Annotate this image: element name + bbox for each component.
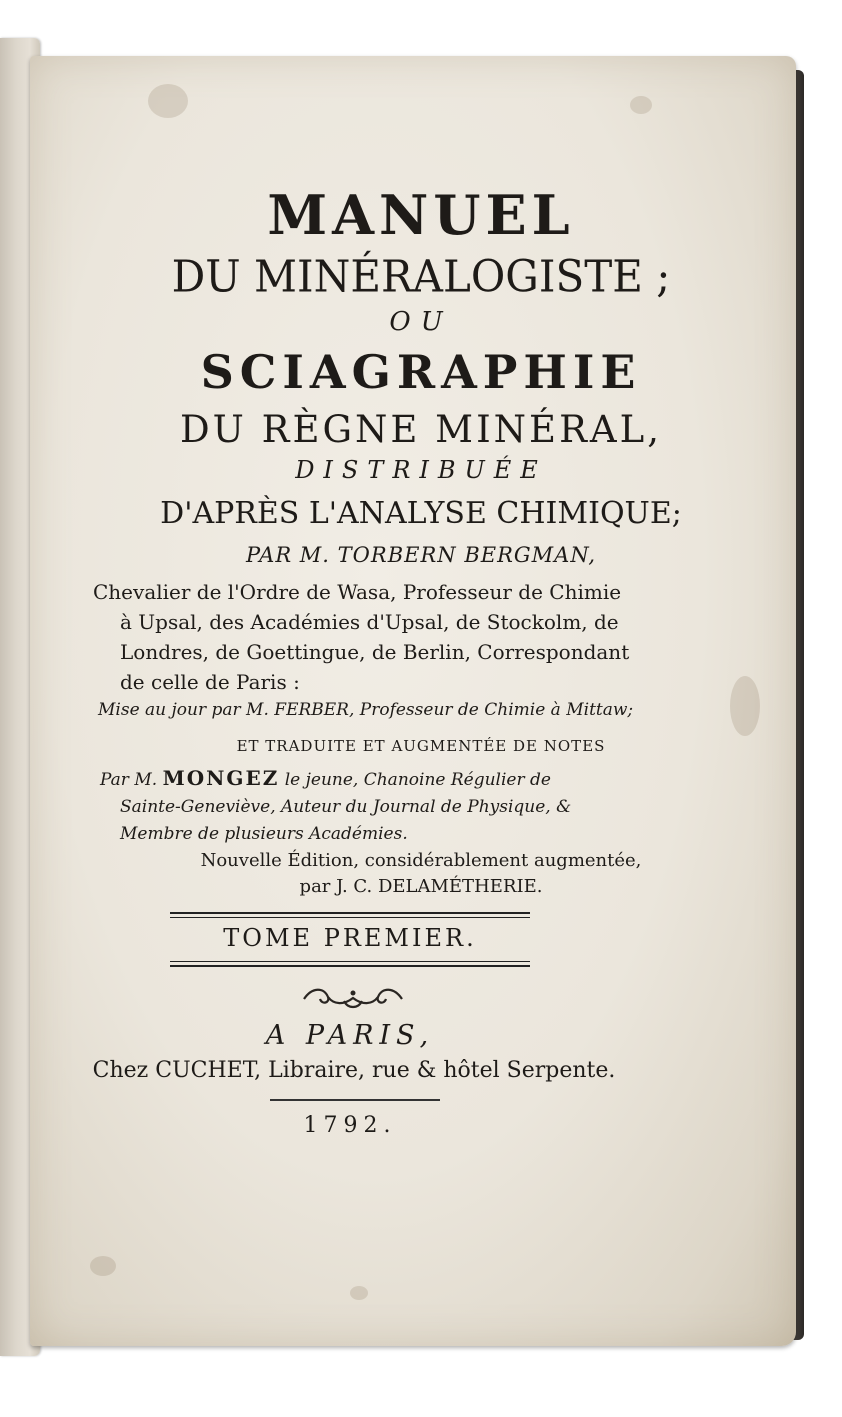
translator-line: Sainte-Geneviève, Auteur du Journal de Physique, & (120, 797, 572, 817)
editor-line: Mise au jour par M. FERBER, Professeur de Chimie à Mittaw; (98, 700, 634, 720)
credentials-line: de celle de Paris : (120, 670, 300, 694)
translator-line (100, 765, 571, 794)
edition-block (0, 848, 842, 900)
edition-line: Nouvelle Édition, considérablement augmentée, (200, 850, 642, 871)
alternate-title-line2: DU RÈGNE MINÉRAL, (180, 408, 662, 451)
rule-divider (170, 912, 530, 914)
rule-divider (270, 1099, 440, 1101)
scroll-ornament-icon (300, 985, 406, 1011)
foxing-spot (148, 84, 188, 118)
publisher-line: Chez CUCHET, Libraire, rue & hôtel Serpente. (92, 1058, 616, 1083)
credentials-line: à Upsal, des Académies d'Upsal, de Stockolm, de (120, 610, 619, 634)
credentials-line: Londres, de Goettingue, de Berlin, Correspondant (120, 640, 630, 664)
foxing-spot (350, 1286, 368, 1300)
translation-line: ET TRADUITE ET AUGMENTÉE DE NOTES (236, 737, 606, 755)
rule-divider (170, 917, 530, 918)
author-line: PAR M. TORBERN BERGMAN, (245, 543, 597, 567)
edition-line: par J. C. DELAMÉTHERIE. (299, 876, 543, 897)
analysis-text: D'APRÈS L'ANALYSE CHIMIQUE; (160, 496, 682, 531)
author-credentials (93, 577, 629, 697)
translator-name: MONGEZ (162, 766, 280, 790)
translator-line: Membre de plusieurs Académies. (120, 824, 408, 844)
conjunction-text: OU (389, 307, 453, 337)
volume-label: TOME PREMIER. (223, 924, 477, 952)
alternate-title: SCIAGRAPHIE (200, 345, 642, 399)
translator-suffix: le jeune, Chanoine Régulier de (279, 770, 551, 790)
distributed-text: DISTRIBUÉE (295, 456, 547, 484)
foxing-spot (630, 96, 652, 114)
publication-year: 1792. (303, 1113, 397, 1138)
translator-block (100, 765, 571, 848)
credentials-line: Chevalier de l'Ordre de Wasa, Professeur de Chimie (93, 580, 622, 604)
foxing-spot (730, 676, 760, 736)
publication-city: A PARIS, (265, 1020, 435, 1051)
rule-divider (170, 965, 530, 967)
translator-prefix: Par M. (100, 770, 163, 790)
book-subtitle: DU MINÉRALOGISTE ; (171, 250, 671, 303)
foxing-spot (90, 1256, 116, 1276)
rule-divider (170, 961, 530, 962)
book-title: MANUEL (267, 183, 575, 247)
